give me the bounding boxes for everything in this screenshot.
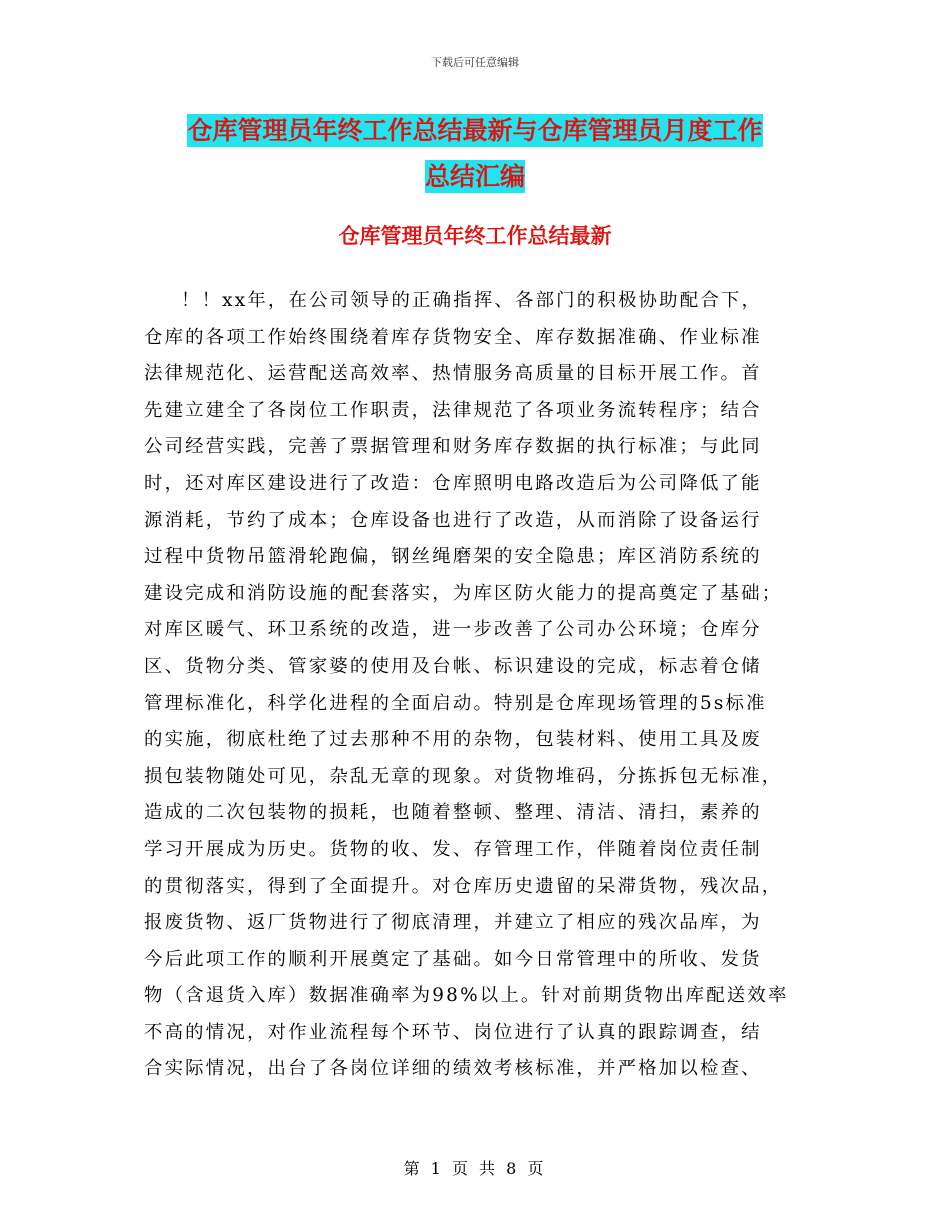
body-paragraph bbox=[144, 283, 808, 1088]
body-line: 不高的情况，对作业流程每个环节、岗位进行了认真的跟踪调查，结 bbox=[144, 1021, 762, 1043]
page-number-footer: 第 1 页 共 8 页 bbox=[403, 1159, 547, 1178]
body-line: 区、货物分类、管家婆的使用及台帐、标识建设的完成，标志着仓储 bbox=[144, 655, 762, 677]
body-line: 损包装物随处可见，杂乱无章的现象。对货物堆码，分拣拆包无标准， bbox=[144, 765, 783, 787]
document-title-line-1: 仓库管理员年终工作总结最新与仓库管理员月度工作 bbox=[187, 116, 763, 145]
body-line: 法律规范化、运营配送高效率、热情服务高质量的目标开展工作。首 bbox=[144, 363, 762, 385]
body-line: 管理标准化，科学化进程的全面启动。特别是仓库现场管理的5s标准 bbox=[144, 692, 767, 714]
body-line: 公司经营实践，完善了票据管理和财务库存数据的执行标准；与此同 bbox=[144, 436, 762, 458]
body-line: 源消耗，节约了成本；仓库设备也进行了改造，从而消除了设备运行 bbox=[144, 509, 762, 531]
body-line: 的贯彻落实，得到了全面提升。对仓库历史遗留的呆滞货物，残次品， bbox=[144, 875, 783, 897]
header-note: 下载后可任意编辑 bbox=[431, 56, 519, 69]
body-line: 今后此项工作的顺利开展奠定了基础。如今日常管理中的所收、发货 bbox=[144, 948, 762, 970]
body-line: 合实际情况，出台了各岗位详细的绩效考核标准，并严格加以检查、 bbox=[144, 1058, 762, 1080]
body-line: ！！xx年，在公司领导的正确指挥、各部门的积极协助配合下， bbox=[181, 290, 763, 311]
document-title bbox=[140, 108, 810, 200]
body-line: 报废货物、返厂货物进行了彻底清理，并建立了相应的残次品库，为 bbox=[144, 912, 762, 934]
body-line: 仓库的各项工作始终围绕着库存货物安全、库存数据准确、作业标准 bbox=[144, 326, 762, 348]
section-title: 仓库管理员年终工作总结最新 bbox=[338, 223, 612, 248]
body-line: 先建立建全了各岗位工作职责，法律规范了各项业务流转程序；结合 bbox=[144, 399, 762, 421]
body-line: 建设完成和消防设施的配套落实，为库区防火能力的提高奠定了基础； bbox=[144, 582, 783, 604]
body-line: 学习开展成为历史。货物的收、发、存管理工作，伴随着岗位责任制 bbox=[144, 838, 762, 860]
body-line: 对库区暖气、环卫系统的改造，进一步改善了公司办公环境；仓库分 bbox=[144, 619, 762, 641]
body-line: 的实施，彻底杜绝了过去那种不用的杂物，包装材料、使用工具及废 bbox=[144, 729, 762, 751]
body-line: 造成的二次包装物的损耗，也随着整顿、整理、清洁、清扫，素养的 bbox=[144, 802, 762, 824]
document-title-line-2: 总结汇编 bbox=[424, 162, 525, 191]
body-line: 物（含退货入库）数据准确率为98%以上。针对前期货物出库配送效率 bbox=[144, 985, 789, 1007]
body-line: 过程中货物吊篮滑轮跑偏，钢丝绳磨架的安全隐患；库区消防系统的 bbox=[144, 546, 762, 568]
body-line: 时，还对库区建设进行了改造：仓库照明电路改造后为公司降低了能 bbox=[144, 472, 762, 494]
